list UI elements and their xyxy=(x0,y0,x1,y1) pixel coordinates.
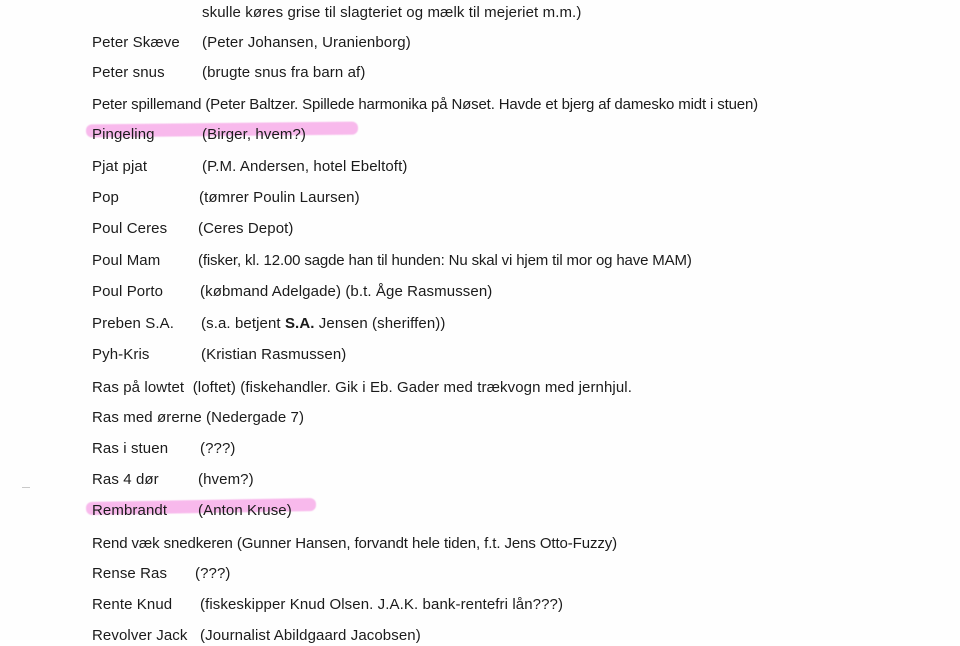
entry-full-text: Ras med ørerne (Nedergade 7) xyxy=(92,409,305,426)
entry-nickname: Peter snus xyxy=(92,64,165,81)
entry-description: (købmand Adelgade) (b.t. Åge Rasmussen) xyxy=(200,283,493,300)
description-bold-text: S.A. xyxy=(284,315,315,332)
entry-description: (Ceres Depot) xyxy=(198,220,294,237)
entry-description: (P.M. Andersen, hotel Ebeltoft) xyxy=(202,158,408,175)
entry-nickname: Pingeling xyxy=(92,126,155,143)
entry-nickname: Rense Ras xyxy=(92,565,168,582)
entry-description: (hvem?) xyxy=(198,471,254,488)
entry-nickname: Ras 4 dør xyxy=(92,471,159,488)
entry-description: (Anton Kruse) xyxy=(198,502,292,519)
entry-full-text: Ras på lowtet (loftet) (fiskehandler. Gik i Eb. Gader med trækvogn med jernhjul. xyxy=(92,379,632,396)
entry-nickname: Pjat pjat xyxy=(92,158,148,175)
entry-full-text: Peter spillemand (Peter Baltzer. Spillede harmonika på Nøset. Havde et bjerg af damesko midt i stuen) xyxy=(92,96,759,113)
description-text: (s.a. betjent xyxy=(201,315,285,332)
entry-description: (Birger, hvem?) xyxy=(202,126,307,143)
entry-description: skulle køres grise til slagteriet og mælk til mejeriet m.m.) xyxy=(202,4,582,21)
entry-nickname: Poul Ceres xyxy=(92,220,168,237)
entry-full-text: Rend væk snedkeren (Gunner Hansen, forvandt hele tiden, f.t. Jens Otto-Fuzzy) xyxy=(92,535,618,552)
entry-description: (Peter Johansen, Uranienborg) xyxy=(202,34,411,51)
entry-description: (brugte snus fra barn af) xyxy=(202,64,366,81)
scan-artifact xyxy=(22,487,30,488)
entry-nickname: Preben S.A. xyxy=(92,315,174,332)
entry-nickname: Rente Knud xyxy=(92,596,173,613)
entry-description: (tømrer Poulin Laursen) xyxy=(199,189,360,206)
entry-nickname: Pop xyxy=(92,189,119,206)
entry-nickname: Revolver Jack xyxy=(92,627,188,644)
entry-description xyxy=(201,314,445,334)
description-text: Jensen (sheriffen)) xyxy=(314,315,446,332)
entry-nickname: Peter Skæve xyxy=(92,34,180,51)
entry-description: (???) xyxy=(195,565,231,582)
entry-nickname: Pyh-Kris xyxy=(92,346,150,363)
entry-description: (???) xyxy=(200,440,236,457)
entry-nickname: Ras i stuen xyxy=(92,440,169,457)
entry-nickname: Poul Porto xyxy=(92,283,164,300)
entry-description: (Journalist Abildgaard Jacobsen) xyxy=(200,627,421,644)
entry-description: (fiskeskipper Knud Olsen. J.A.K. bank-rentefri lån???) xyxy=(200,596,564,613)
entry-description: (Kristian Rasmussen) xyxy=(201,346,347,363)
entry-description: (fisker, kl. 12.00 sagde han til hunden: Nu skal vi hjem til mor og have MAM) xyxy=(198,252,692,269)
entry-nickname: Rembrandt xyxy=(92,502,168,519)
entry-nickname: Poul Mam xyxy=(92,252,161,269)
